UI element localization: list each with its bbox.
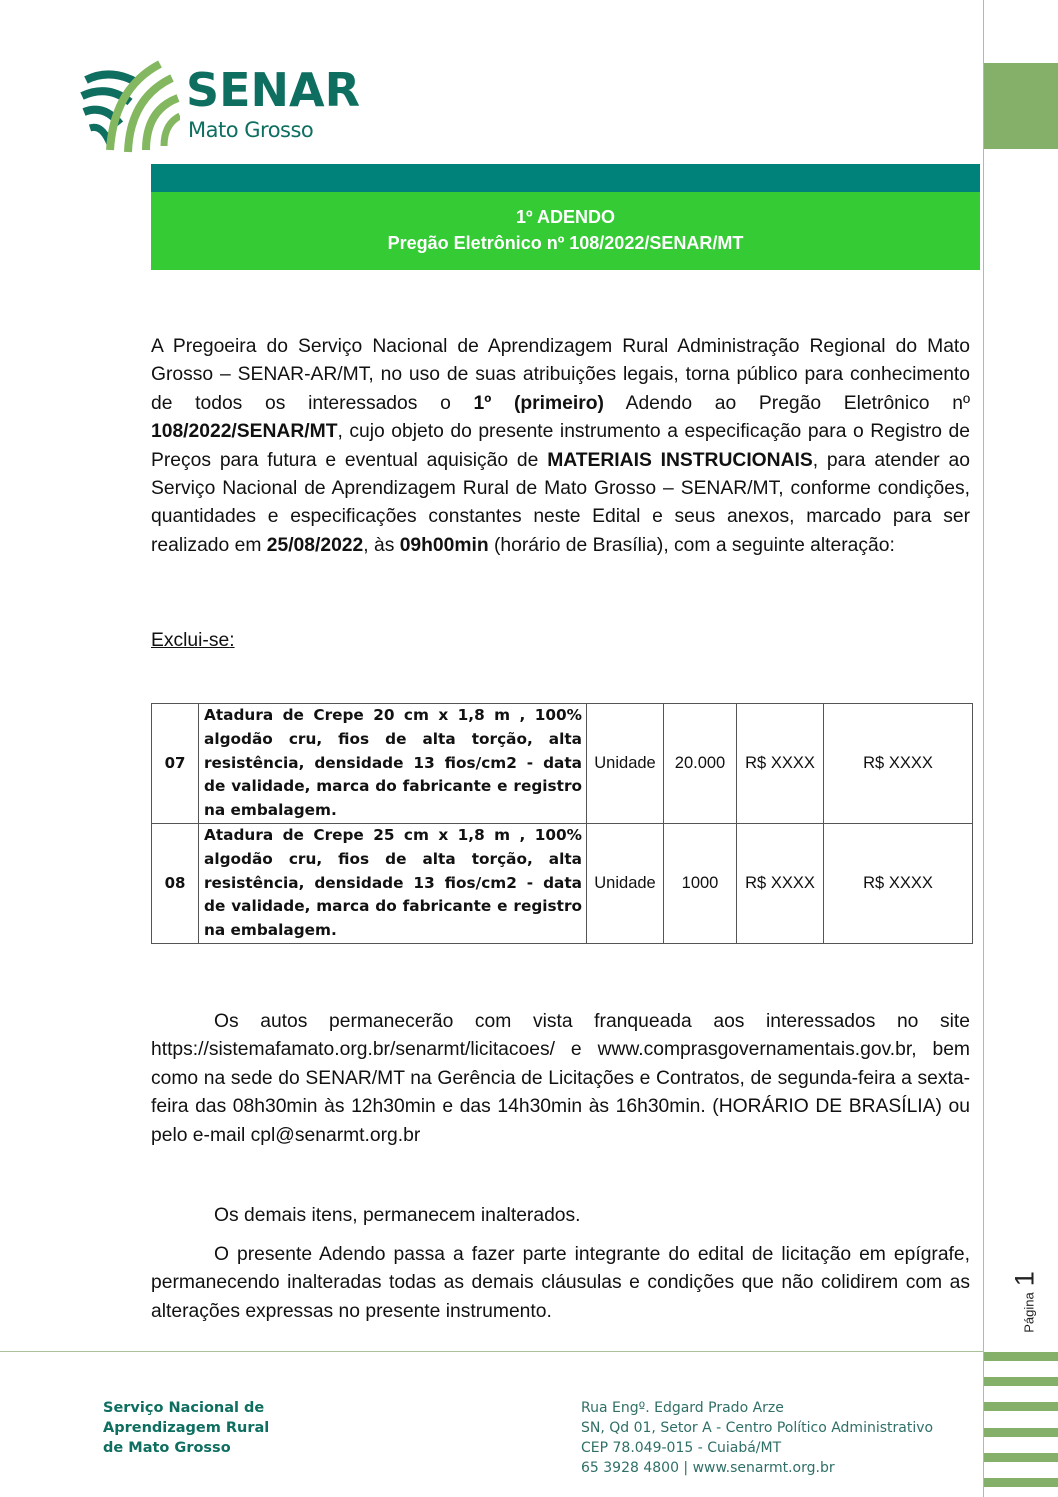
item-total-price: R$ XXXX — [824, 704, 973, 824]
footer-block: SN, Qd 01, Setor A - Centro Político Administrativo — [581, 1420, 934, 1436]
logo-brand-text: SENAR — [186, 63, 361, 117]
addendum-number: 1º (primeiro) — [473, 392, 604, 414]
unchanged-items-paragraph: Os demais itens, permanecem inalterados. — [214, 1205, 581, 1226]
footer-stripe — [984, 1428, 1058, 1437]
footer-stripe — [984, 1377, 1058, 1386]
item-description: Atadura de Crepe 20 cm x 1,8 m , 100% algodão cru, fios de alta torção, alta resistência, densidade 13 fios/cm2 - data de validade, marca do fabricante e registro na embalagem. — [199, 704, 587, 824]
senar-leaf-icon — [80, 58, 180, 154]
document-title: 1º ADENDO — [516, 207, 615, 227]
side-accent-block — [984, 63, 1058, 149]
footer-address — [581, 1398, 933, 1478]
item-number: 08 — [152, 823, 199, 943]
footer-stripe — [984, 1478, 1058, 1487]
final-paragraph: O presente Adendo passa a fazer parte integrante do edital de licitação em epígrafe, permanecendo inalteradas todas as demais cláusulas e condições que não colidirem com as alterações expressas no presente instrumento. — [151, 1244, 970, 1322]
footer-organization: Serviço Nacional de Aprendizagem Rural de Mato Grosso — [103, 1400, 270, 1456]
banner-top-bar — [151, 164, 980, 192]
document-subtitle: Pregão Eletrônico nº 108/2022/SENAR/MT — [387, 233, 744, 253]
item-quantity: 1000 — [664, 823, 737, 943]
object-name: MATERIAIS INSTRUCIONAIS — [547, 449, 813, 471]
title-banner — [151, 164, 980, 270]
footer-postal-code: CEP 78.049-015 - Cuiabá/MT — [581, 1440, 782, 1456]
table-row — [152, 823, 973, 943]
table-row — [152, 704, 973, 824]
autos-paragraph: Os autos permanecerão com vista franqueada aos interessados no site https://sistemafamato.org.br/senarmt/licitacoes/ e www.comprasgovernamentais.gov.br, bem como na sede do SENAR/MT na Gerência de Licitações e Contratos, de segunda-feira a sexta-feira das 08h30min às 12h30min e das 14h30min às 16h30min. (HORÁRIO DE BRASÍLIA) ou pelo e-mail cpl@senarmt.org.br — [151, 1011, 970, 1146]
item-unit-price: R$ XXXX — [737, 823, 824, 943]
footer-divider — [0, 1351, 983, 1352]
tender-number: 108/2022/SENAR/MT — [151, 421, 338, 443]
logo-subtitle: Mato Grosso — [188, 118, 314, 142]
page-number-value: 1 — [1009, 1271, 1040, 1287]
tender-time: 09h00min — [399, 534, 489, 556]
item-quantity: 20.000 — [664, 704, 737, 824]
footer-stripe — [984, 1453, 1058, 1462]
exclusion-heading: Exclui-se: — [151, 630, 235, 651]
intro-paragraph: A Pregoeira do Serviço Nacional de Aprendizagem Rural Administração Regional do Mato Grosso – SENAR-AR/MT, no uso de suas atribuições legais, torna público para conhecimento de todos os interessados o 1º (primeiro) Adendo ao Pregão Eletrônico nº 108/2022/SENAR/MT, cujo objeto do presente instrumento a especificação para o Registro de Preços para futura e eventual aquisição de MATERIAIS INSTRUCIONAIS, para atender ao Serviço Nacional de Aprendizagem Rural de Mato Grosso – SENAR/MT, conforme condições, quantidades e especificações constantes neste Edital e seus anexos, marcado para ser realizado em 25/08/2022, às 09h00min (horário de Brasília), com a seguinte alteração: — [151, 336, 970, 556]
footer-street: Rua Engº. Edgard Prado Arze — [581, 1400, 784, 1416]
item-unit: Unidade — [587, 704, 664, 824]
item-unit-price: R$ XXXX — [737, 704, 824, 824]
excluded-items-table — [151, 703, 973, 944]
right-margin-line — [983, 0, 984, 1497]
footer-stripe — [984, 1352, 1058, 1361]
item-unit: Unidade — [587, 823, 664, 943]
item-total-price: R$ XXXX — [824, 823, 973, 943]
page-label: Página — [1021, 1292, 1037, 1333]
footer-stripe — [984, 1402, 1058, 1411]
banner-body — [151, 192, 980, 270]
item-description: Atadura de Crepe 25 cm x 1,8 m , 100% algodão cru, fios de alta torção, alta resistência, densidade 13 fios/cm2 - data de validade, marca do fabricante e registro na embalagem. — [199, 823, 587, 943]
senar-logo — [80, 58, 370, 154]
tender-date: 25/08/2022 — [266, 534, 364, 556]
item-number: 07 — [152, 704, 199, 824]
page-number — [1000, 1262, 1050, 1342]
footer-contact: 65 3928 4800 | www.senarmt.org.br — [581, 1460, 835, 1476]
